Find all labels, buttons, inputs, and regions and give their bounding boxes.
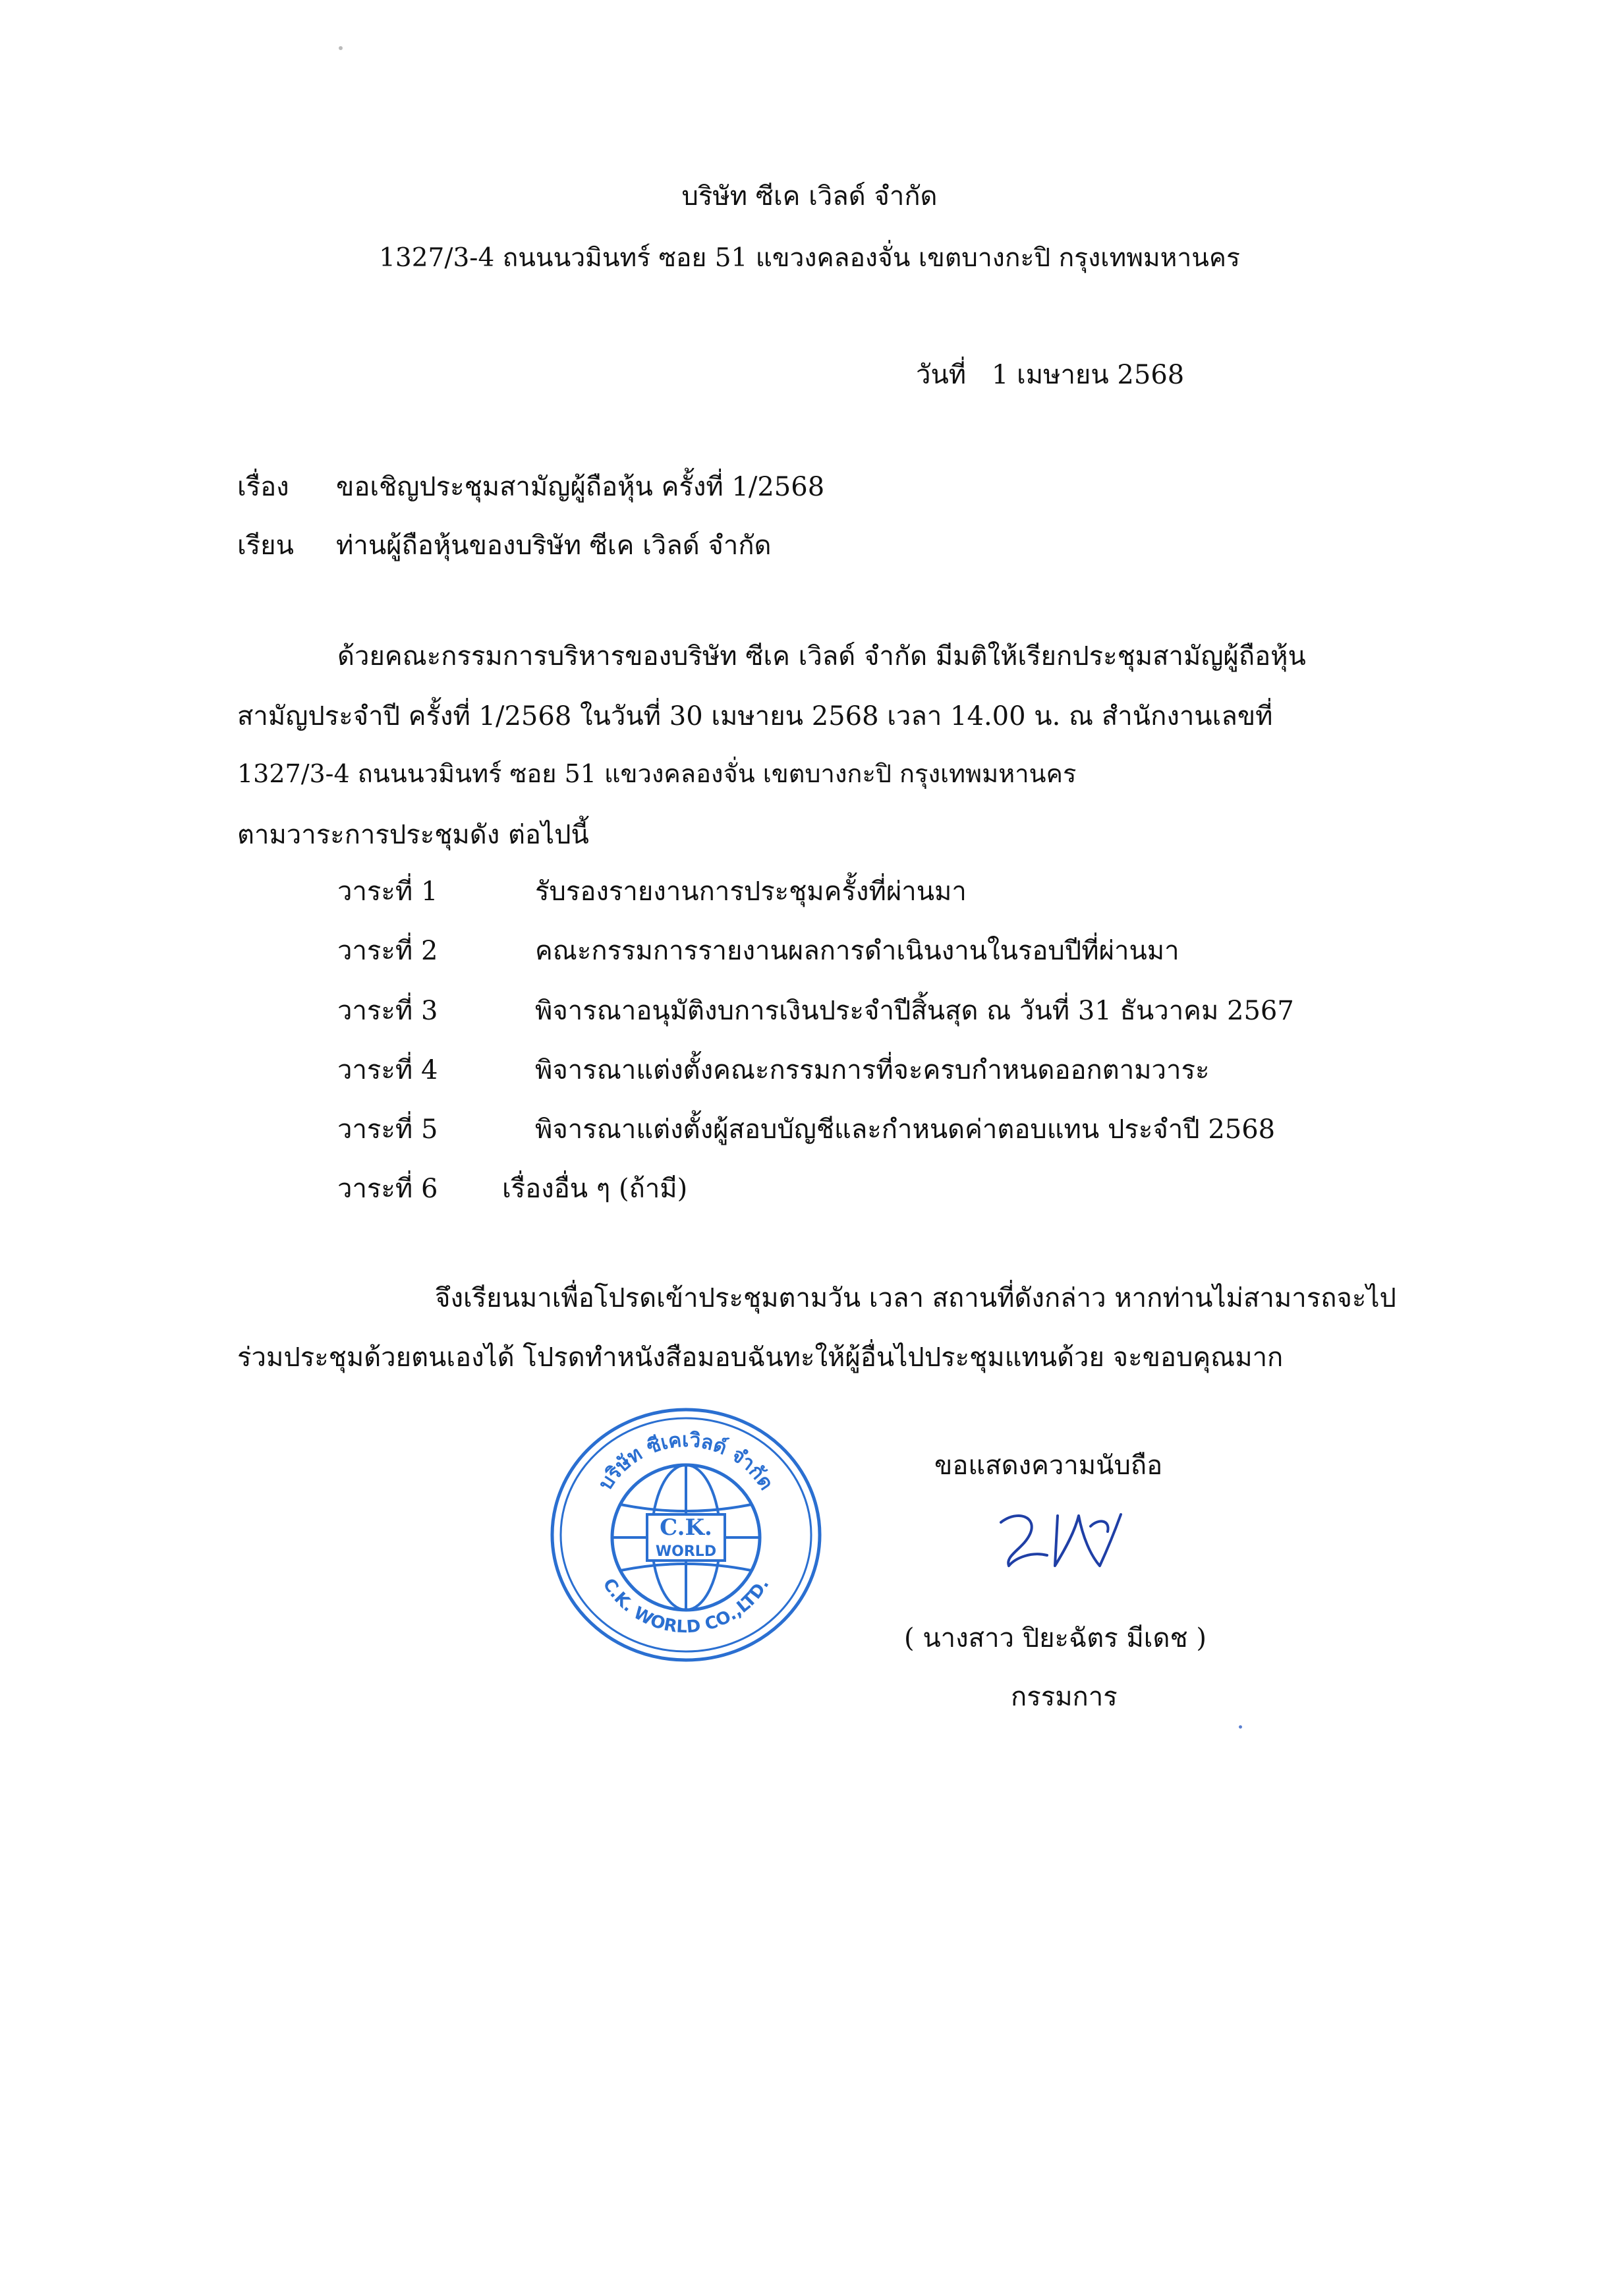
subject-label: เรื่อง — [237, 472, 289, 502]
agenda-text: รับรองรายงานการประชุมครั้งที่ผ่านมา — [535, 876, 967, 907]
body-line-3: 1327/3-4 ถนนนวมินทร์ ซอย 51 แขวงคลองจั่น เขตบางกะปิ กรุงเทพมหานคร — [237, 759, 1077, 788]
company-address: 1327/3-4 ถนนนวมินทร์ ซอย 51 แขวงคลองจั่น เขตบางกะปิ กรุงเทพมหานคร — [379, 243, 1240, 273]
scan-speck — [339, 46, 343, 50]
recipient-label: เรียน — [237, 531, 294, 561]
agenda-item — [337, 996, 1294, 1026]
agenda-number: 3 — [420, 996, 438, 1026]
agenda-item — [337, 876, 967, 907]
agenda-label: วาระที่ — [337, 1174, 413, 1204]
agenda-label: วาระที่ — [337, 936, 413, 966]
date-label: วันที่ — [916, 360, 967, 390]
agenda-text: คณะกรรมการรายงานผลการดำเนินงานในรอบปีที่ผ่านมา — [535, 936, 1179, 966]
regards-text: ขอแสดงความนับถือ — [934, 1450, 1163, 1481]
subject-line — [237, 474, 824, 500]
agenda-text: เรื่องอื่น ๆ (ถ้ามี) — [502, 1174, 688, 1204]
agenda-label: วาระที่ — [337, 1114, 413, 1145]
agenda-label: วาระที่ — [337, 996, 413, 1026]
agenda-item — [337, 1055, 1210, 1085]
agenda-number: 5 — [420, 1114, 438, 1145]
agenda-number: 1 — [420, 876, 438, 907]
date-line — [916, 362, 1184, 388]
agenda-item — [337, 1114, 1276, 1145]
subject-text: ขอเชิญประชุมสามัญผู้ถือหุ้น ครั้งที่ 1/2568 — [336, 472, 825, 502]
recipient-line — [237, 532, 772, 559]
stamp-center-text-2: WORLD — [655, 1543, 717, 1560]
agenda-number: 4 — [420, 1055, 438, 1085]
agenda-label: วาระที่ — [337, 1055, 413, 1085]
stamp-center-text-1: C.K. — [660, 1514, 712, 1541]
agenda-item — [337, 936, 1179, 966]
agenda-text: พิจารณาอนุมัติงบการเงินประจำปีสิ้นสุด ณ วันที่ 31 ธันวาคม 2567 — [535, 996, 1294, 1026]
agenda-text: พิจารณาแต่งตั้งผู้สอบบัญชีและกำหนดค่าตอบแทน ประจำปี 2568 — [535, 1114, 1276, 1145]
signer-position: กรรมการ — [1011, 1682, 1118, 1712]
closing-line-1: จึงเรียนมาเพื่อโปรดเข้าประชุมตามวัน เวลา สถานที่ดังกล่าว หากท่านไม่สามารถจะไป — [435, 1283, 1396, 1313]
signature-mark — [992, 1503, 1143, 1575]
company-name: บริษัท ซีเค เวิลด์ จำกัด — [681, 181, 938, 212]
closing-line-2: ร่วมประชุมด้วยตนเองได้ โปรดทำหนังสือมอบฉันทะให้ผู้อื่นไปประชุมแทนด้วย จะขอบคุณมาก — [237, 1342, 1284, 1373]
agenda-item — [337, 1174, 688, 1204]
recipient-text: ท่านผู้ถือหุ้นของบริษัท ซีเค เวิลด์ จำกัด — [336, 531, 772, 561]
date-value: 1 เมษายน 2568 — [991, 360, 1185, 390]
agenda-text: พิจารณาแต่งตั้งคณะกรรมการที่จะครบกำหนดออกตามวาระ — [535, 1055, 1210, 1085]
body-line-1: ด้วยคณะกรรมการบริหารของบริษัท ซีเค เวิลด์ จำกัด มีมติให้เรียกประชุมสามัญผู้ถือหุ้น — [337, 641, 1306, 672]
body-line-2: สามัญประจำปี ครั้งที่ 1/2568 ในวันที่ 30 เมษายน 2568 เวลา 14.00 น. ณ สำนักงานเลขที่ — [237, 701, 1273, 732]
body-line-4: ตามวาระการประชุมดัง ต่อไปนี้ — [237, 820, 589, 850]
signer-name: ( นางสาว ปิยะฉัตร มีเดช ) — [904, 1623, 1207, 1653]
scan-speck — [1239, 1725, 1242, 1729]
stamp-top-text: บริษัท ซีเคเวิลด์ จำกัด — [594, 1428, 778, 1495]
company-stamp — [548, 1406, 824, 1664]
agenda-number: 6 — [420, 1174, 438, 1204]
stamp-bottom-text: C.K. WORLD CO.,LTD. — [598, 1574, 774, 1638]
agenda-number: 2 — [420, 936, 438, 966]
agenda-label: วาระที่ — [337, 876, 413, 907]
